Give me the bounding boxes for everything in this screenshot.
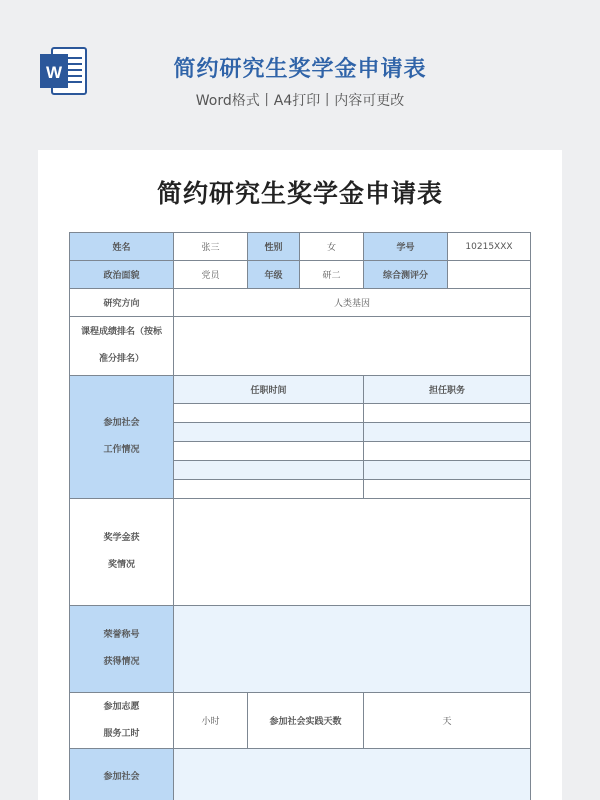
social-practice-days-value[interactable]: 天 [364, 693, 531, 749]
last-row [70, 749, 531, 800]
ranking-value[interactable] [174, 317, 531, 376]
honor-row [70, 606, 531, 693]
student-id-value[interactable]: 10215XXX [448, 233, 531, 261]
scholarship-label-line2: 奖情况 [107, 560, 135, 570]
social-practice-days-label: 参加社会实践天数 [248, 693, 364, 749]
form-row-direction [70, 289, 531, 317]
grade-label: 年级 [248, 261, 300, 289]
research-direction-value[interactable]: 人类基因 [174, 289, 531, 317]
volunteer-label-line2: 服务工时 [103, 728, 140, 739]
position-header: 担任职务 [364, 376, 531, 404]
volunteer-row [70, 693, 531, 749]
social-work-header-row [70, 376, 531, 404]
form-row-basic-1 [70, 233, 531, 261]
social-work-label-line1: 参加社会 [103, 418, 140, 428]
volunteer-hours-value[interactable]: 小时 [174, 693, 248, 749]
social-work-label-line2: 工作情况 [103, 445, 140, 455]
document-title: 简约研究生奖学金申请表 [156, 179, 443, 208]
score-label: 综合测评分 [364, 261, 448, 289]
header-title: 简约研究生奖学金申请表 [173, 57, 427, 82]
tenure-time-header: 任职时间 [174, 376, 364, 404]
name-label: 姓名 [70, 233, 174, 261]
honor-label-line1: 荣誉称号 [103, 630, 140, 640]
position-cell[interactable] [364, 442, 531, 461]
tenure-time-cell[interactable] [174, 480, 364, 499]
position-cell[interactable] [364, 480, 531, 499]
form-row-basic-2 [70, 261, 531, 289]
document-page [38, 150, 562, 800]
gender-label: 性别 [248, 233, 300, 261]
grade-value[interactable]: 研二 [300, 261, 364, 289]
last-row-label-line1: 参加社会 [103, 772, 140, 782]
honor-label-line2: 获得情况 [103, 657, 140, 667]
last-row-label [70, 749, 174, 800]
ranking-label [70, 317, 174, 376]
last-row-value[interactable] [174, 749, 531, 800]
tenure-time-cell[interactable] [174, 423, 364, 442]
research-direction-label: 研究方向 [70, 289, 174, 317]
ranking-label-line2: 准分排名） [98, 354, 144, 364]
politics-value[interactable]: 党员 [174, 261, 248, 289]
tenure-time-cell[interactable] [174, 442, 364, 461]
volunteer-label-line1: 参加志愿 [103, 701, 140, 712]
scholarship-label [70, 499, 174, 606]
position-cell[interactable] [364, 404, 531, 423]
scholarship-label-line1: 奖学金获 [103, 533, 140, 543]
gender-value[interactable]: 女 [300, 233, 364, 261]
header-subtitle: Word格式丨A4打印丨内容可更改 [195, 93, 405, 109]
ranking-label-line1: 课程成绩排名（按标 [80, 327, 162, 337]
svg-text:W: W [45, 63, 63, 82]
honor-value[interactable] [174, 606, 531, 693]
volunteer-label [70, 693, 174, 749]
scholarship-row [70, 499, 531, 606]
name-value[interactable]: 张三 [174, 233, 248, 261]
honor-label [70, 606, 174, 693]
social-work-label [70, 376, 174, 499]
tenure-time-cell[interactable] [174, 404, 364, 423]
position-cell[interactable] [364, 461, 531, 480]
score-value[interactable] [448, 261, 531, 289]
student-id-label: 学号 [364, 233, 448, 261]
position-cell[interactable] [364, 423, 531, 442]
tenure-time-cell[interactable] [174, 461, 364, 480]
politics-label: 政治面貌 [70, 261, 174, 289]
application-form-table [69, 232, 531, 800]
scholarship-value[interactable] [174, 499, 531, 606]
form-row-ranking [70, 317, 531, 376]
